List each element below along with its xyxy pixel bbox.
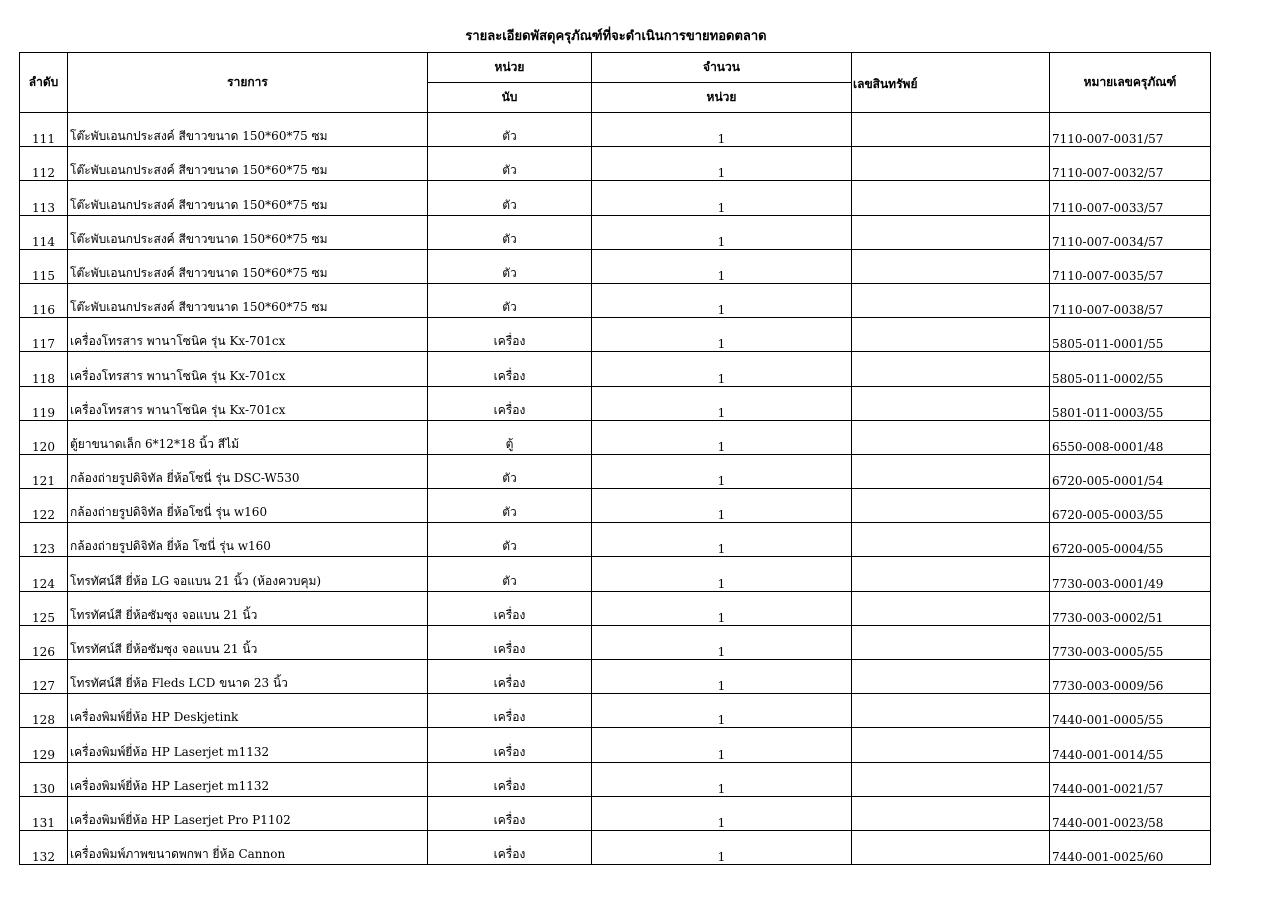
header-unit-top: หน่วย xyxy=(428,53,592,83)
cell-seq: 121 xyxy=(20,454,68,488)
cell-qty: 1 xyxy=(592,147,852,181)
cell-asset-no xyxy=(852,694,1050,728)
header-qty-bottom: หน่วย xyxy=(592,83,852,113)
cell-asset-no xyxy=(852,489,1050,523)
cell-seq: 125 xyxy=(20,591,68,625)
cell-part-no: 7440-001-0023/58 xyxy=(1050,796,1211,830)
cell-asset-no xyxy=(852,762,1050,796)
cell-unit: ตัว xyxy=(428,215,592,249)
cell-item: โต๊ะพับเอนกประสงค์ สีขาวขนาด 150*60*75 ซม xyxy=(68,147,428,181)
cell-qty: 1 xyxy=(592,489,852,523)
cell-qty: 1 xyxy=(592,557,852,591)
cell-asset-no xyxy=(852,660,1050,694)
cell-seq: 114 xyxy=(20,215,68,249)
cell-qty: 1 xyxy=(592,283,852,317)
cell-asset-no xyxy=(852,249,1050,283)
cell-seq: 131 xyxy=(20,796,68,830)
table-row xyxy=(20,694,1211,728)
cell-qty: 1 xyxy=(592,352,852,386)
cell-asset-no xyxy=(852,215,1050,249)
cell-asset-no xyxy=(852,454,1050,488)
cell-item: โต๊ะพับเอนกประสงค์ สีขาวขนาด 150*60*75 ซม xyxy=(68,283,428,317)
cell-item: กล้องถ่ายรูปดิจิทัล ยี่ห้อโซนี่ รุ่น w160 xyxy=(68,489,428,523)
cell-item: เครื่องพิมพ์ยี่ห้อ HP Deskjetink xyxy=(68,694,428,728)
cell-part-no: 7440-001-0025/60 xyxy=(1050,830,1211,864)
cell-unit: เครื่อง xyxy=(428,830,592,864)
cell-part-no: 7730-003-0001/49 xyxy=(1050,557,1211,591)
cell-asset-no xyxy=(852,318,1050,352)
cell-item: โต๊ะพับเอนกประสงค์ สีขาวขนาด 150*60*75 ซม xyxy=(68,249,428,283)
cell-asset-no xyxy=(852,591,1050,625)
table-row xyxy=(20,283,1211,317)
cell-asset-no xyxy=(852,523,1050,557)
header-part-no: หมายเลขครุภัณฑ์ xyxy=(1050,53,1211,113)
cell-seq: 129 xyxy=(20,728,68,762)
cell-item: โต๊ะพับเอนกประสงค์ สีขาวขนาด 150*60*75 ซม xyxy=(68,181,428,215)
cell-unit: ตัว xyxy=(428,489,592,523)
cell-asset-no xyxy=(852,557,1050,591)
cell-asset-no xyxy=(852,181,1050,215)
header-qty-top: จำนวน xyxy=(592,53,852,83)
header-unit-bottom: นับ xyxy=(428,83,592,113)
cell-unit: ตัว xyxy=(428,523,592,557)
cell-seq: 117 xyxy=(20,318,68,352)
cell-part-no: 7110-007-0035/57 xyxy=(1050,249,1211,283)
cell-asset-no xyxy=(852,420,1050,454)
cell-part-no: 7730-003-0009/56 xyxy=(1050,660,1211,694)
cell-part-no: 6720-005-0003/55 xyxy=(1050,489,1211,523)
cell-item: เครื่องโทรสาร พานาโซนิค รุ่น Kx-701cx xyxy=(68,386,428,420)
cell-item: เครื่องพิมพ์ยี่ห้อ HP Laserjet m1132 xyxy=(68,728,428,762)
cell-unit: เครื่อง xyxy=(428,625,592,659)
cell-qty: 1 xyxy=(592,113,852,147)
cell-unit: ตัว xyxy=(428,181,592,215)
cell-unit: เครื่อง xyxy=(428,591,592,625)
cell-qty: 1 xyxy=(592,762,852,796)
cell-part-no: 6550-008-0001/48 xyxy=(1050,420,1211,454)
cell-unit: ตู้ xyxy=(428,420,592,454)
cell-seq: 115 xyxy=(20,249,68,283)
cell-item: เครื่องโทรสาร พานาโซนิค รุ่น Kx-701cx xyxy=(68,318,428,352)
cell-part-no: 7730-003-0002/51 xyxy=(1050,591,1211,625)
cell-seq: 111 xyxy=(20,113,68,147)
table-row xyxy=(20,386,1211,420)
cell-seq: 116 xyxy=(20,283,68,317)
cell-item: โต๊ะพับเอนกประสงค์ สีขาวขนาด 150*60*75 ซม xyxy=(68,215,428,249)
cell-item: โทรทัศน์สี ยี่ห้อ LG จอแบน 21 นิ้ว (ห้องควบคุม) xyxy=(68,557,428,591)
table-row xyxy=(20,728,1211,762)
inventory-table xyxy=(19,52,1211,865)
cell-seq: 122 xyxy=(20,489,68,523)
table-header xyxy=(20,53,1211,113)
cell-unit: เครื่อง xyxy=(428,796,592,830)
cell-unit: ตัว xyxy=(428,113,592,147)
cell-unit: ตัว xyxy=(428,249,592,283)
cell-unit: เครื่อง xyxy=(428,660,592,694)
cell-asset-no xyxy=(852,147,1050,181)
cell-part-no: 6720-005-0004/55 xyxy=(1050,523,1211,557)
table-row xyxy=(20,625,1211,659)
cell-asset-no xyxy=(852,113,1050,147)
cell-item: โทรทัศน์สี ยี่ห้อ Fleds LCD ขนาด 23 นิ้ว xyxy=(68,660,428,694)
table-row xyxy=(20,318,1211,352)
cell-unit: เครื่อง xyxy=(428,352,592,386)
cell-part-no: 7440-001-0005/55 xyxy=(1050,694,1211,728)
cell-seq: 120 xyxy=(20,420,68,454)
cell-seq: 123 xyxy=(20,523,68,557)
cell-item: โต๊ะพับเอนกประสงค์ สีขาวขนาด 150*60*75 ซม xyxy=(68,113,428,147)
cell-unit: เครื่อง xyxy=(428,318,592,352)
cell-seq: 113 xyxy=(20,181,68,215)
cell-item: โทรทัศน์สี ยี่ห้อซัมซุง จอแบน 21 นิ้ว xyxy=(68,625,428,659)
cell-qty: 1 xyxy=(592,215,852,249)
cell-asset-no xyxy=(852,352,1050,386)
cell-item: เครื่องพิมพ์ยี่ห้อ HP Laserjet m1132 xyxy=(68,762,428,796)
cell-seq: 128 xyxy=(20,694,68,728)
cell-unit: ตัว xyxy=(428,147,592,181)
cell-qty: 1 xyxy=(592,454,852,488)
cell-part-no: 7110-007-0031/57 xyxy=(1050,113,1211,147)
cell-unit: เครื่อง xyxy=(428,762,592,796)
cell-item: เครื่องพิมพ์ภาพขนาดพกพา ยี่ห้อ Cannon xyxy=(68,830,428,864)
table-row xyxy=(20,660,1211,694)
cell-asset-no xyxy=(852,386,1050,420)
cell-part-no: 7440-001-0014/55 xyxy=(1050,728,1211,762)
table-row xyxy=(20,830,1211,864)
header-item: รายการ xyxy=(68,53,428,113)
cell-seq: 124 xyxy=(20,557,68,591)
table-row xyxy=(20,420,1211,454)
cell-part-no: 7110-007-0033/57 xyxy=(1050,181,1211,215)
cell-qty: 1 xyxy=(592,830,852,864)
cell-seq: 119 xyxy=(20,386,68,420)
table-row xyxy=(20,249,1211,283)
cell-qty: 1 xyxy=(592,386,852,420)
cell-part-no: 7440-001-0021/57 xyxy=(1050,762,1211,796)
cell-qty: 1 xyxy=(592,694,852,728)
table-row xyxy=(20,352,1211,386)
cell-unit: เครื่อง xyxy=(428,386,592,420)
cell-item: กล้องถ่ายรูปดิจิทัล ยี่ห้อโซนี่ รุ่น DSC-W530 xyxy=(68,454,428,488)
cell-part-no: 7110-007-0038/57 xyxy=(1050,283,1211,317)
cell-seq: 130 xyxy=(20,762,68,796)
cell-qty: 1 xyxy=(592,523,852,557)
cell-unit: เครื่อง xyxy=(428,728,592,762)
cell-asset-no xyxy=(852,796,1050,830)
cell-qty: 1 xyxy=(592,420,852,454)
cell-seq: 118 xyxy=(20,352,68,386)
cell-qty: 1 xyxy=(592,318,852,352)
cell-item: โทรทัศน์สี ยี่ห้อซัมซุง จอแบน 21 นิ้ว xyxy=(68,591,428,625)
cell-part-no: 7730-003-0005/55 xyxy=(1050,625,1211,659)
table-row xyxy=(20,557,1211,591)
table-row xyxy=(20,147,1211,181)
cell-unit: ตัว xyxy=(428,454,592,488)
cell-part-no: 7110-007-0032/57 xyxy=(1050,147,1211,181)
cell-asset-no xyxy=(852,625,1050,659)
cell-part-no: 5805-011-0002/55 xyxy=(1050,352,1211,386)
cell-qty: 1 xyxy=(592,625,852,659)
table-row xyxy=(20,796,1211,830)
cell-part-no: 7110-007-0034/57 xyxy=(1050,215,1211,249)
cell-item: เครื่องพิมพ์ยี่ห้อ HP Laserjet Pro P1102 xyxy=(68,796,428,830)
table-row xyxy=(20,591,1211,625)
cell-qty: 1 xyxy=(592,591,852,625)
table-row xyxy=(20,113,1211,147)
cell-qty: 1 xyxy=(592,249,852,283)
cell-part-no: 5801-011-0003/55 xyxy=(1050,386,1211,420)
cell-seq: 127 xyxy=(20,660,68,694)
cell-qty: 1 xyxy=(592,796,852,830)
cell-item: ตู้ยาขนาดเล็ก 6*12*18 นิ้ว สีไม้ xyxy=(68,420,428,454)
cell-asset-no xyxy=(852,728,1050,762)
header-asset-no: เลขสินทรัพย์ xyxy=(852,53,1050,113)
cell-asset-no xyxy=(852,283,1050,317)
cell-seq: 126 xyxy=(20,625,68,659)
cell-part-no: 6720-005-0001/54 xyxy=(1050,454,1211,488)
table-row xyxy=(20,489,1211,523)
cell-unit: เครื่อง xyxy=(428,694,592,728)
cell-asset-no xyxy=(852,830,1050,864)
cell-qty: 1 xyxy=(592,728,852,762)
cell-seq: 112 xyxy=(20,147,68,181)
cell-seq: 132 xyxy=(20,830,68,864)
cell-unit: ตัว xyxy=(428,283,592,317)
cell-item: กล้องถ่ายรูปดิจิทัล ยี่ห้อ โซนี่ รุ่น w160 xyxy=(68,523,428,557)
table-row xyxy=(20,523,1211,557)
cell-qty: 1 xyxy=(592,181,852,215)
cell-part-no: 5805-011-0001/55 xyxy=(1050,318,1211,352)
table-row xyxy=(20,762,1211,796)
table-body xyxy=(20,113,1211,865)
table-row xyxy=(20,454,1211,488)
header-seq: ลำดับ xyxy=(20,53,68,113)
cell-item: เครื่องโทรสาร พานาโซนิค รุ่น Kx-701cx xyxy=(68,352,428,386)
table-row xyxy=(20,181,1211,215)
table-row xyxy=(20,215,1211,249)
cell-qty: 1 xyxy=(592,660,852,694)
page-title: รายละเอียดพัสดุครุภัณฑ์ที่จะดำเนินการขายทอดตลาด xyxy=(465,29,767,44)
cell-unit: ตัว xyxy=(428,557,592,591)
